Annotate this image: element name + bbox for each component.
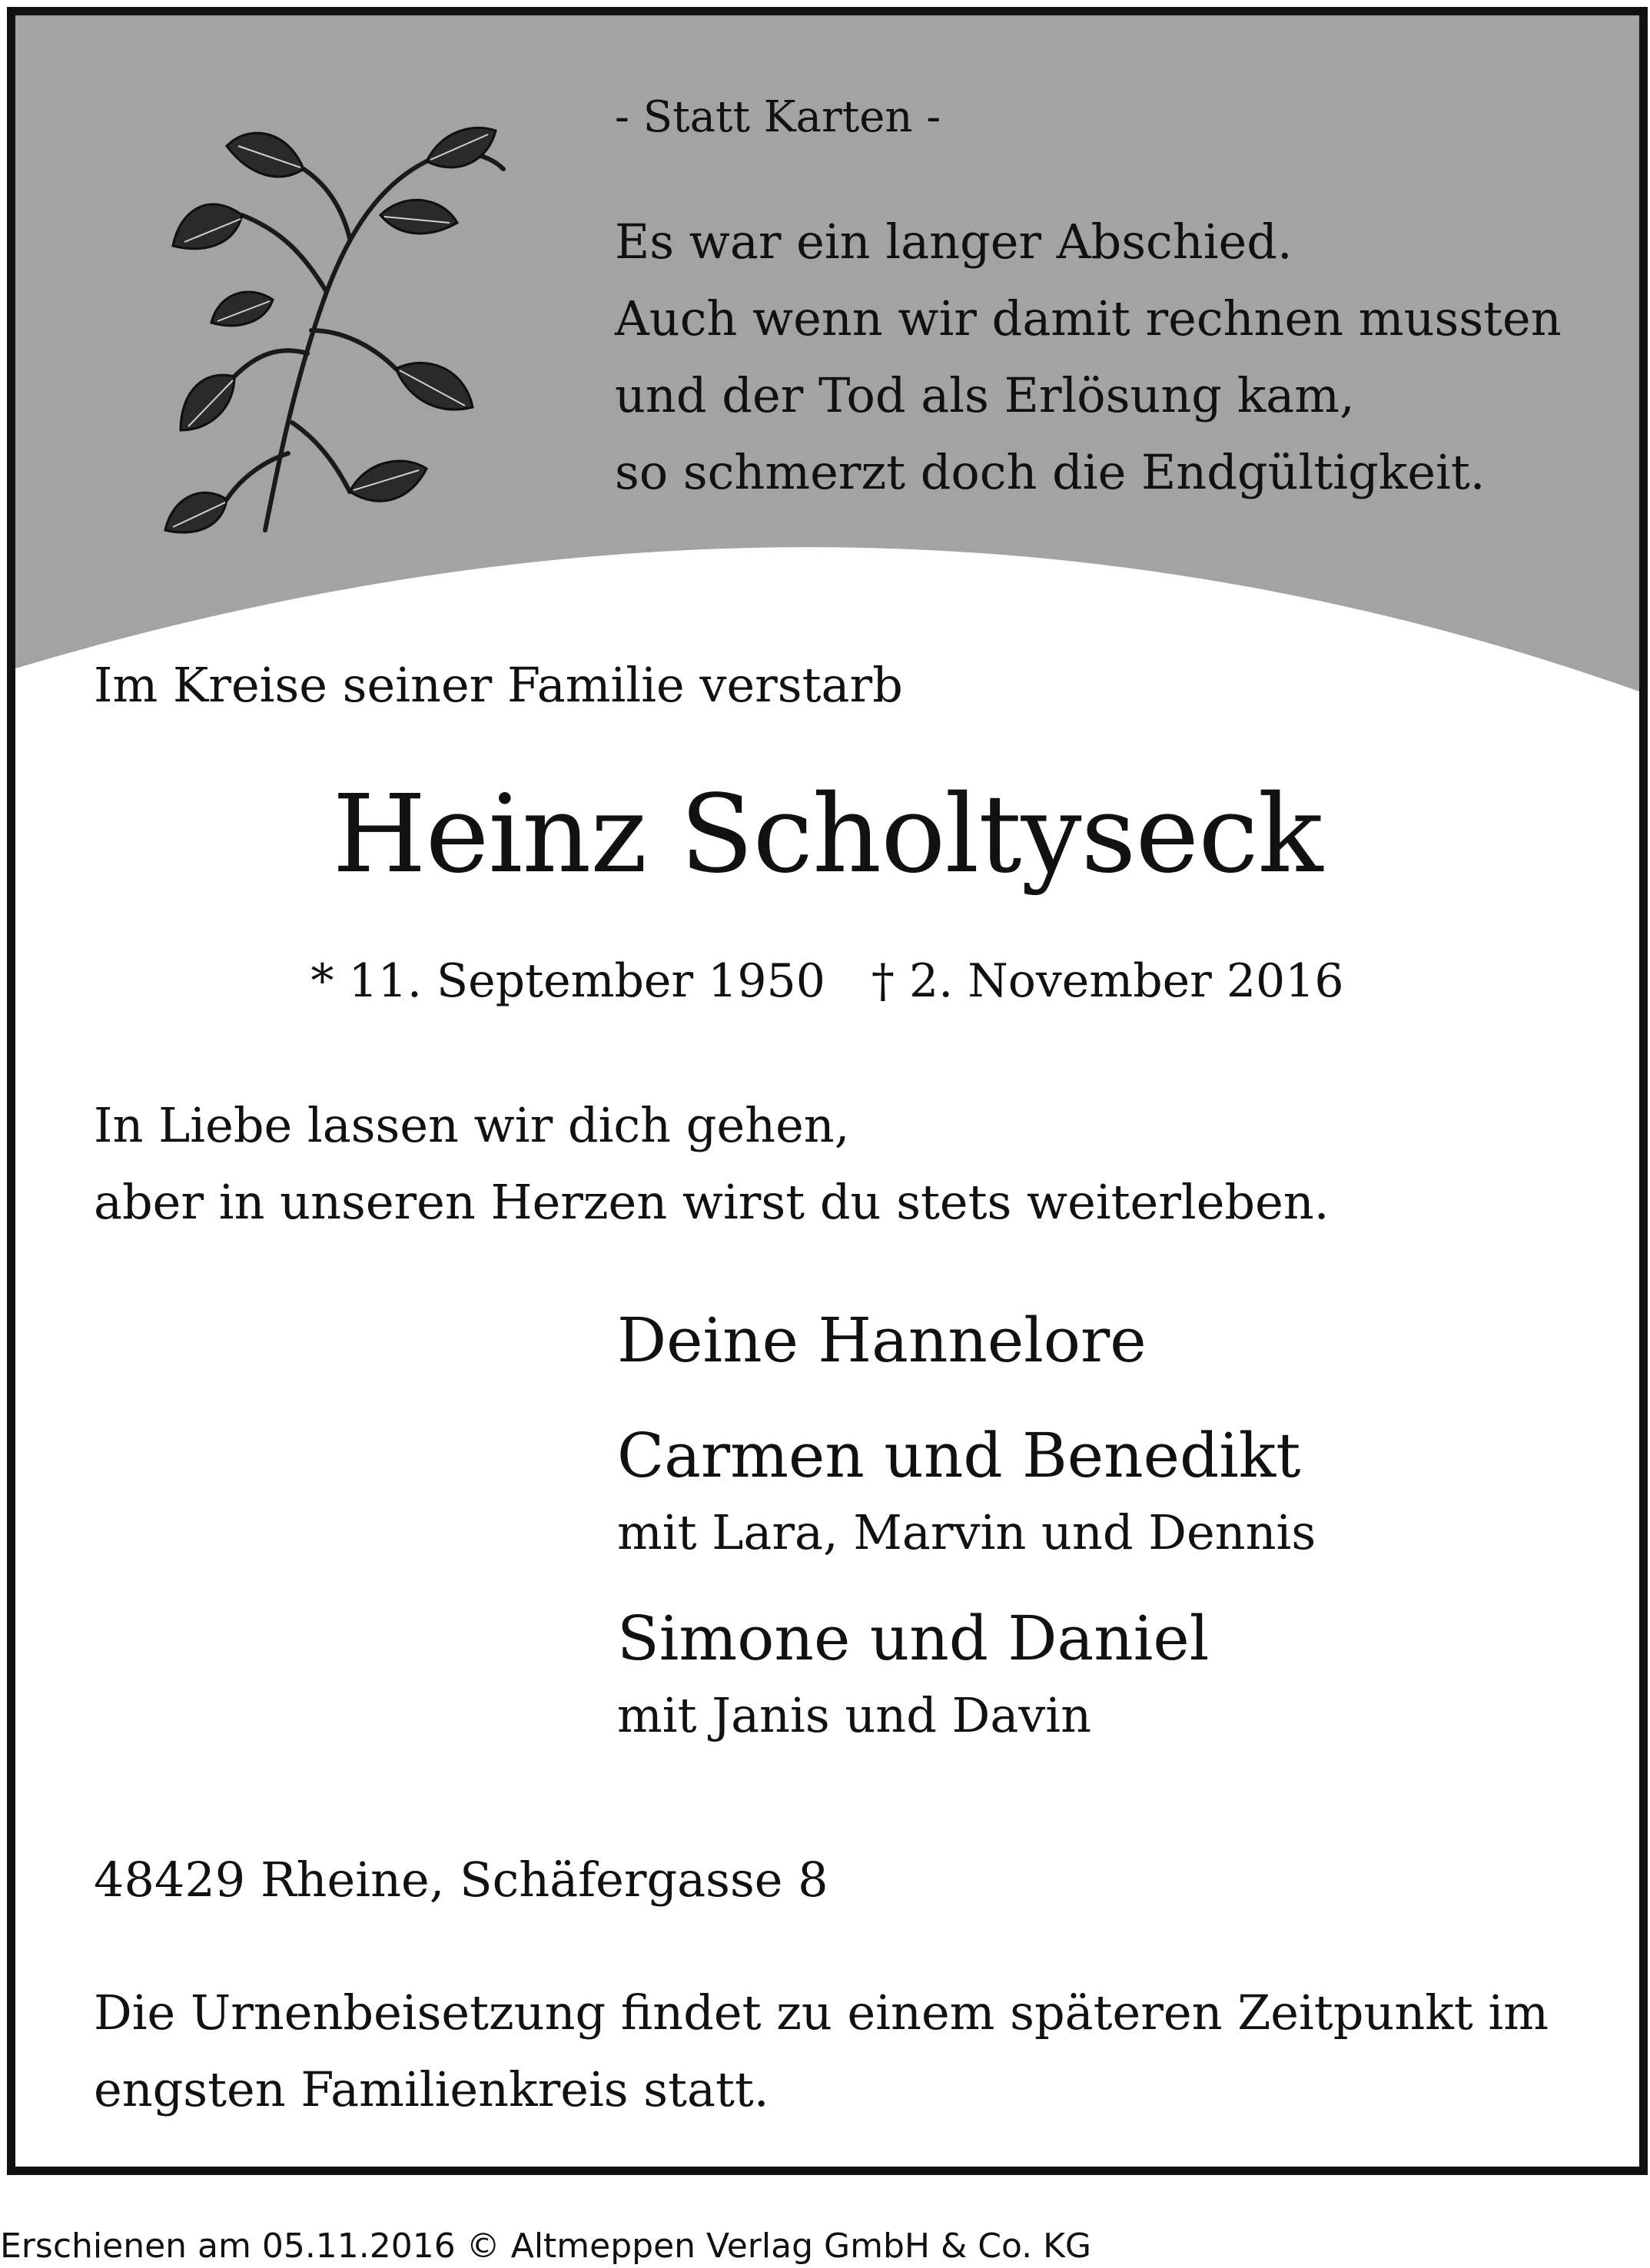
farewell-line: aber in unseren Herzen wirst du stets weiterleben. [94, 1174, 1330, 1230]
notice-line: engsten Familienkreis statt. [94, 2061, 769, 2117]
farewell-line: In Liebe lassen wir dich gehen, [94, 1097, 850, 1153]
notice-line: Die Urnenbeisetzung findet zu einem späteren Zeitpunkt im [94, 1984, 1549, 2041]
statt-karten-label: - Statt Karten - [615, 92, 941, 142]
mourner-children: mit Lara, Marvin und Dennis [617, 1504, 1316, 1560]
poem-line: so schmerzt doch die Endgültigkeit. [615, 444, 1486, 500]
farewell-text [94, 1087, 1329, 1241]
poem-line: Auch wenn wir damit rechnen mussten [615, 290, 1562, 346]
address: 48429 Rheine, Schäfergasse 8 [94, 1852, 828, 1908]
death-date: † 2. November 2016 [871, 954, 1344, 1008]
intro-text: Im Kreise seiner Familie verstarb [94, 657, 903, 713]
mourner-name: Deine Hannelore [617, 1305, 1147, 1376]
life-dates [15, 954, 1639, 1008]
publication-footer: Erschienen am 05.11.2016 © Altmeppen Verlag GmbH & Co. KG [0, 2227, 1092, 2266]
birth-date: * 11. September 1950 [310, 954, 825, 1008]
mourner-name: Carmen und Benedikt [617, 1420, 1301, 1491]
obituary-frame [7, 7, 1648, 2175]
deceased-name: Heinz Scholtyseck [332, 772, 1323, 897]
leaf-branch-icon [150, 100, 519, 561]
mourner-children: mit Janis und Davin [617, 1687, 1092, 1743]
poem-line: und der Tod als Erlösung kam, [615, 367, 1355, 423]
poem-line: Es war ein langer Abschied. [615, 214, 1293, 270]
poem [615, 204, 1562, 511]
mourner-name: Simone und Daniel [617, 1603, 1210, 1674]
burial-notice [94, 1975, 1549, 2128]
